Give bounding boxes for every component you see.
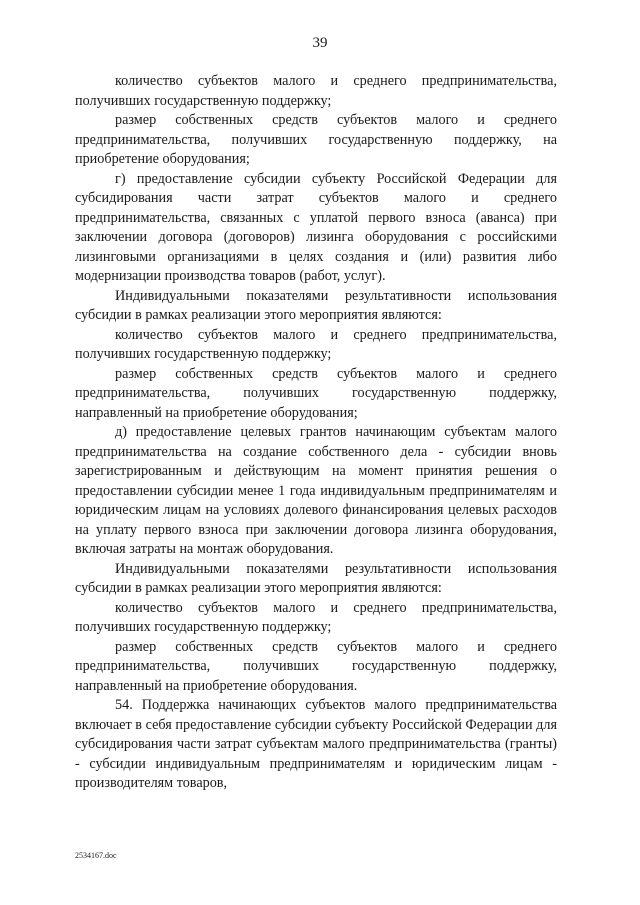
paragraph: Индивидуальными показателями результативности использования субсидии в рамках реализации этого мероприятия являются: [75, 287, 557, 323]
paragraph: размер собственных средств субъектов малого и среднего предпринимательства, получивших государственную поддержку, направленный на приобретение оборудования; [75, 365, 557, 421]
paragraph: количество субъектов малого и среднего предпринимательства, получивших государственную поддержку; [75, 326, 557, 362]
paragraph: размер собственных средств субъектов малого и среднего предпринимательства, получивших государственную поддержку, направленный на приобретение оборудования. [75, 638, 557, 694]
page-number: 39 [312, 35, 328, 51]
paragraph: количество субъектов малого и среднего предпринимательства, получивших государственную поддержку; [75, 73, 557, 109]
paragraph: размер собственных средств субъектов малого и среднего предпринимательства, получивших государственную поддержку, на приобретение оборудования; [75, 112, 557, 167]
paragraph: г) предоставление субсидии субъекту Российской Федерации для субсидирования части затрат субъектов малого и среднего предпринимательства, связанных с уплатой первого взноса (аванса) при заключении договора (договоров) лизинга оборудования с российскими лизинговыми организациями в целях создания и (или) развития либо модернизации производства товаров (работ, услуг). [75, 170, 557, 284]
document-body [75, 72, 557, 794]
footer-document-code: 2534167.doc [75, 851, 117, 860]
paragraph: количество субъектов малого и среднего предпринимательства, получивших государственную поддержку; [75, 599, 557, 635]
paragraph: Индивидуальными показателями результативности использования субсидии в рамках реализации этого мероприятия являются: [75, 560, 557, 596]
paragraph: 54. Поддержка начинающих субъектов малого предпринимательства включает в себя предоставление субсидии субъекту Российской Федерации для субсидирования части затрат субъектам малого предпринимательства (гранты) - субсидии индивидуальным предпринимателям и юридическим лицам - производителям товаров, [75, 697, 557, 791]
paragraph: д) предоставление целевых грантов начинающим субъектам малого предпринимательства на создание собственного дела - субсидии вновь зарегистрированным и действующим на момент принятия решения о предоставлении субсидии менее 1 года индивидуальным предпринимателям и юридическим лицам на условиях долевого финансирования целевых расходов на уплату первого взноса при заключении договора лизинга оборудования, включая затраты на монтаж оборудования. [75, 424, 557, 557]
